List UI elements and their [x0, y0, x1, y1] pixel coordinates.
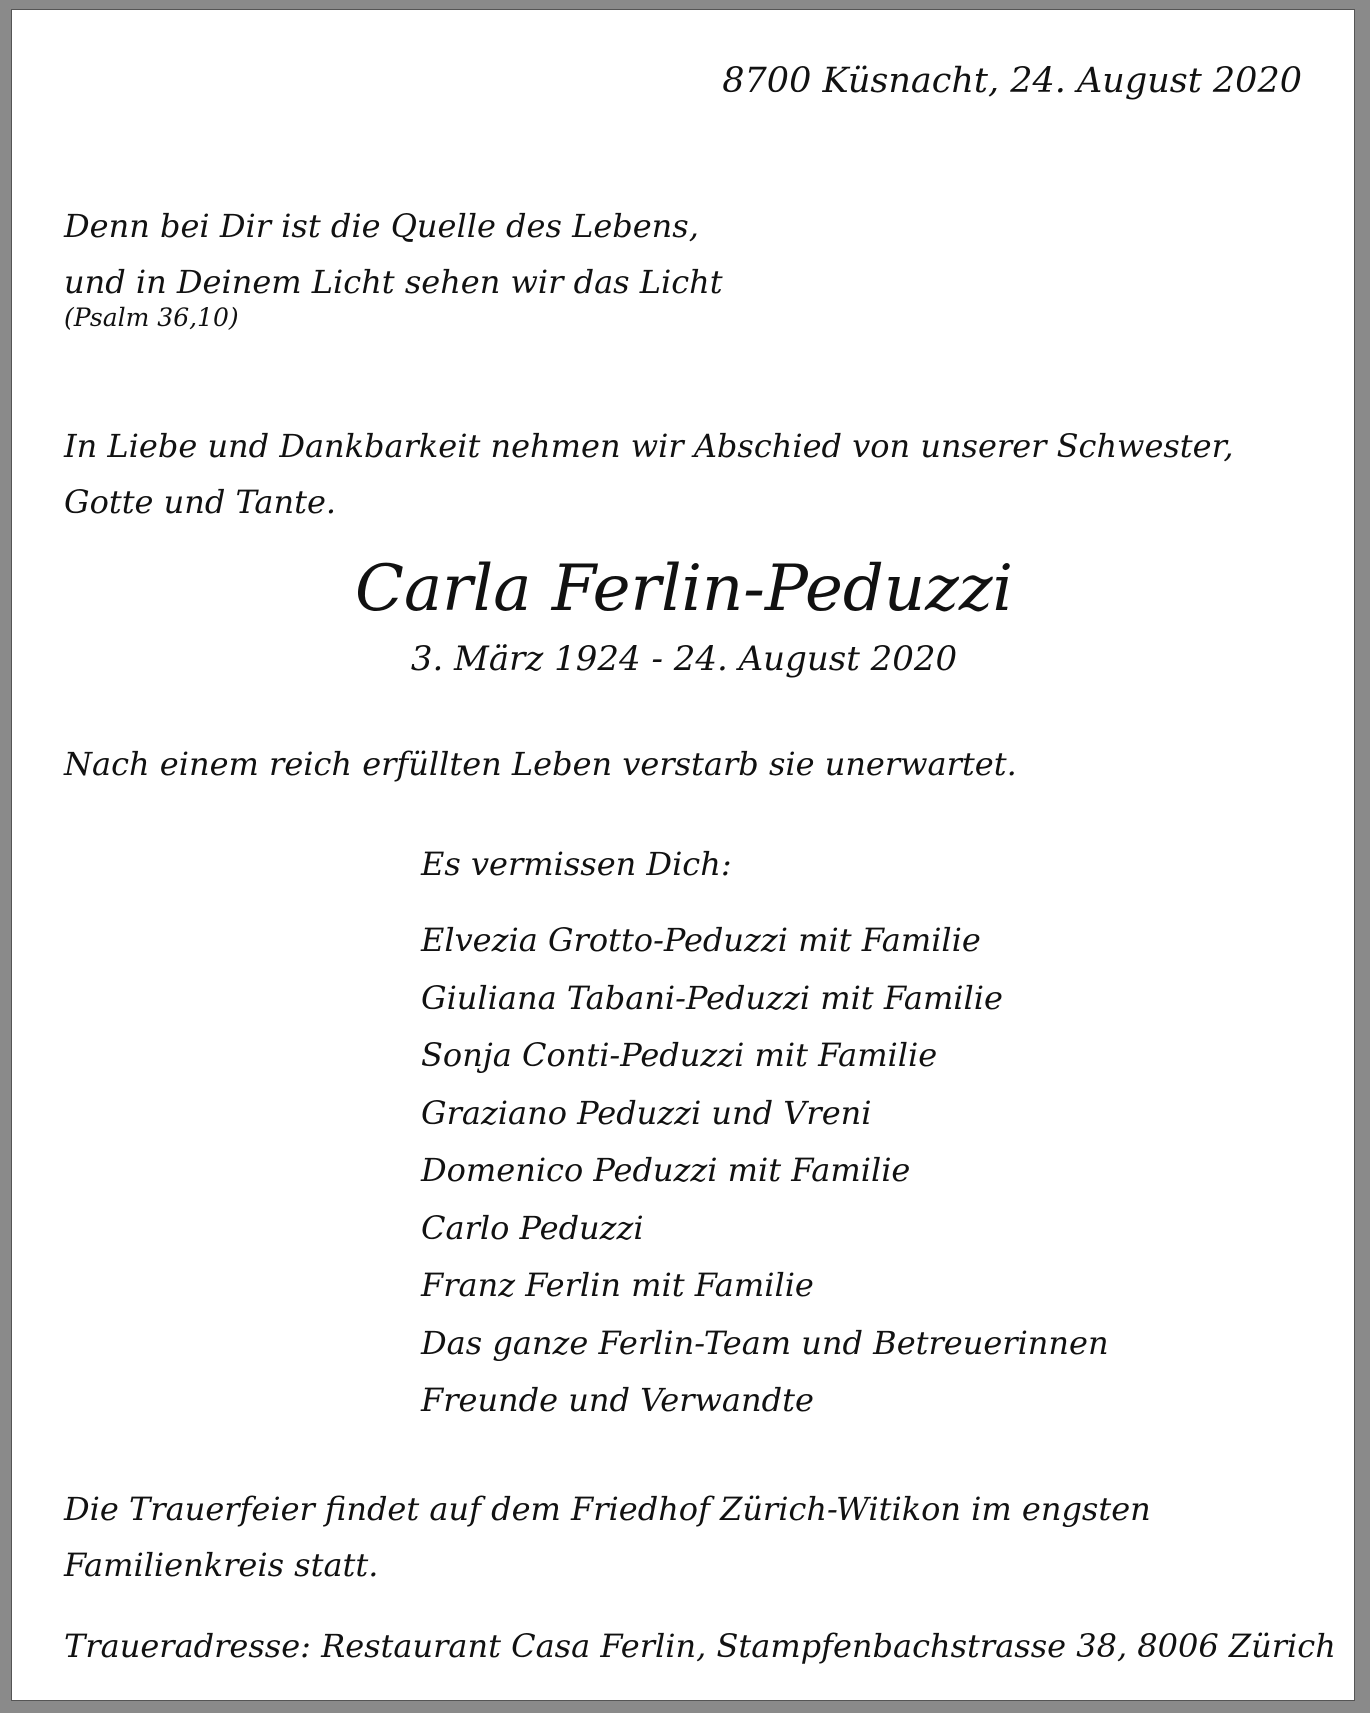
mourners-heading: Es vermissen Dich: — [421, 845, 732, 883]
mourning-address: Traueradresse: Restaurant Casa Ferlin, Stampfenbachstrasse 38, 8006 Zürich — [64, 1627, 1336, 1665]
mourner-item: Giuliana Tabani-Peduzzi mit Familie — [421, 978, 1003, 1017]
passing-note: Nach einem reich erfüllten Leben verstarb sie unerwartet. — [64, 745, 1017, 783]
verse-line-2: und in Deinem Licht sehen wir das Licht — [64, 263, 723, 301]
mourner-item: Sonja Conti-Peduzzi mit Familie — [421, 1036, 938, 1074]
mourner-item: Domenico Peduzzi mit Familie — [421, 1151, 911, 1189]
mourner-item: Das ganze Ferlin-Team und Betreuerinnen — [421, 1323, 1109, 1362]
ceremony-info — [64, 1481, 1151, 1593]
farewell-intro — [64, 418, 1234, 530]
obituary-notice — [11, 9, 1355, 1701]
deceased-name: Carla Ferlin-Peduzzi — [355, 552, 1013, 626]
ceremony-line-2: Familienkreis statt. — [64, 1546, 379, 1584]
mourner-item: Freunde und Verwandte — [421, 1381, 814, 1419]
verse-line-1: Denn bei Dir ist die Quelle des Lebens, — [64, 207, 699, 245]
mourner-item: Franz Ferlin mit Familie — [421, 1266, 814, 1304]
verse-reference: (Psalm 36,10) — [64, 303, 239, 332]
place-date: 8700 Küsnacht, 24. August 2020 — [722, 61, 1302, 101]
bible-verse — [64, 198, 723, 310]
intro-line-1: In Liebe und Dankbarkeit nehmen wir Abschied von unserer Schwester, — [64, 427, 1234, 465]
mourner-item: Graziano Peduzzi und Vreni — [421, 1093, 872, 1132]
intro-line-2: Gotte und Tante. — [64, 483, 337, 521]
mourners-list — [421, 912, 1109, 1430]
ceremony-line-1: Die Trauerfeier findet auf dem Friedhof Zürich-Witikon im engsten — [64, 1490, 1151, 1528]
mourner-item: Elvezia Grotto-Peduzzi mit Familie — [421, 921, 981, 959]
mourner-item: Carlo Peduzzi — [421, 1208, 644, 1247]
life-dates: 3. März 1924 - 24. August 2020 — [410, 639, 958, 679]
